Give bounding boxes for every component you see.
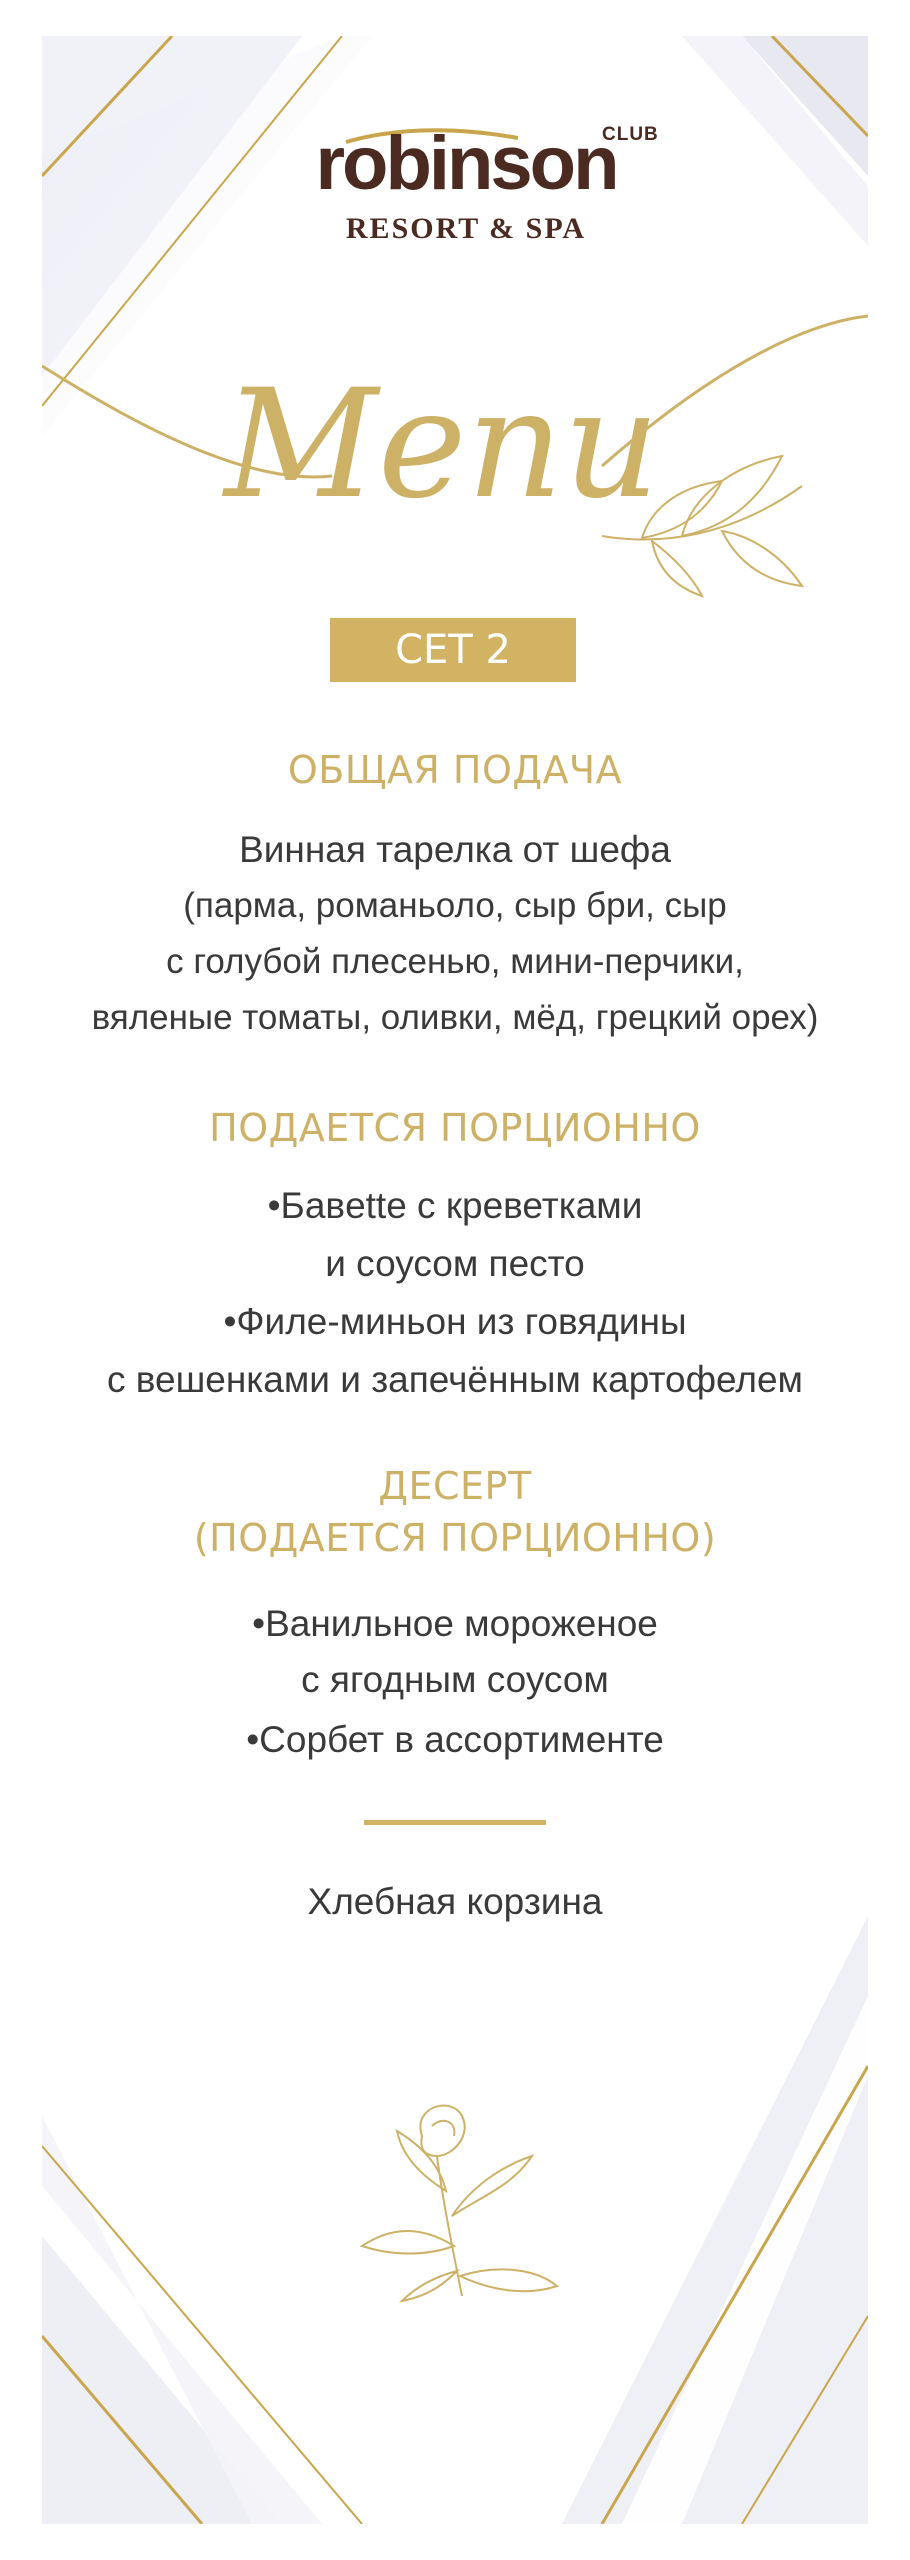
set-badge: СЕТ 2 <box>330 618 576 682</box>
menu-script-title <box>42 276 868 616</box>
menu-line: и соусом песто <box>325 1243 585 1284</box>
menu-line: вяленые томаты, оливки, мёд, грецкий орех) <box>91 998 819 1037</box>
section-heading-dessert: ДЕСЕРТ <box>378 1464 532 1508</box>
menu-card <box>42 36 868 2524</box>
section-heading-shared: ОБЩАЯ ПОДАЧА <box>287 748 623 792</box>
menu-script-text: Menu <box>224 358 660 532</box>
menu-line: (парма, романьоло, сыр бри, сыр <box>183 886 727 925</box>
logo <box>42 76 868 245</box>
section-heading-portion: ПОДАЕТСЯ ПОРЦИОННО <box>209 1106 701 1150</box>
logo-subtitle: RESORT & SPA <box>345 212 587 245</box>
menu-line: •Филе-миньон из говядины <box>223 1301 687 1342</box>
section-heading-dessert-sub: (ПОДАЕТСЯ ПОРЦИОННО) <box>193 1516 717 1560</box>
menu-line: Винная тарелка от шефа <box>239 829 671 870</box>
menu-line: с вешенками и запечённым картофелем <box>106 1359 803 1400</box>
logo-brand: robinson <box>315 121 617 206</box>
menu-line: с голубой плесенью, мини-перчики, <box>166 942 744 981</box>
menu-line: •Бавette с креветками <box>267 1185 643 1226</box>
footer-item: Хлебная корзина <box>307 1881 603 1922</box>
menu-line: с ягодным соусом <box>301 1659 609 1700</box>
menu-line: •Сорбет в ассортименте <box>246 1719 664 1760</box>
menu-line: •Ванильное мороженое <box>252 1603 658 1644</box>
logo-club: CLUB <box>602 124 659 145</box>
flower-icon <box>342 2096 582 2316</box>
divider <box>364 1820 546 1825</box>
